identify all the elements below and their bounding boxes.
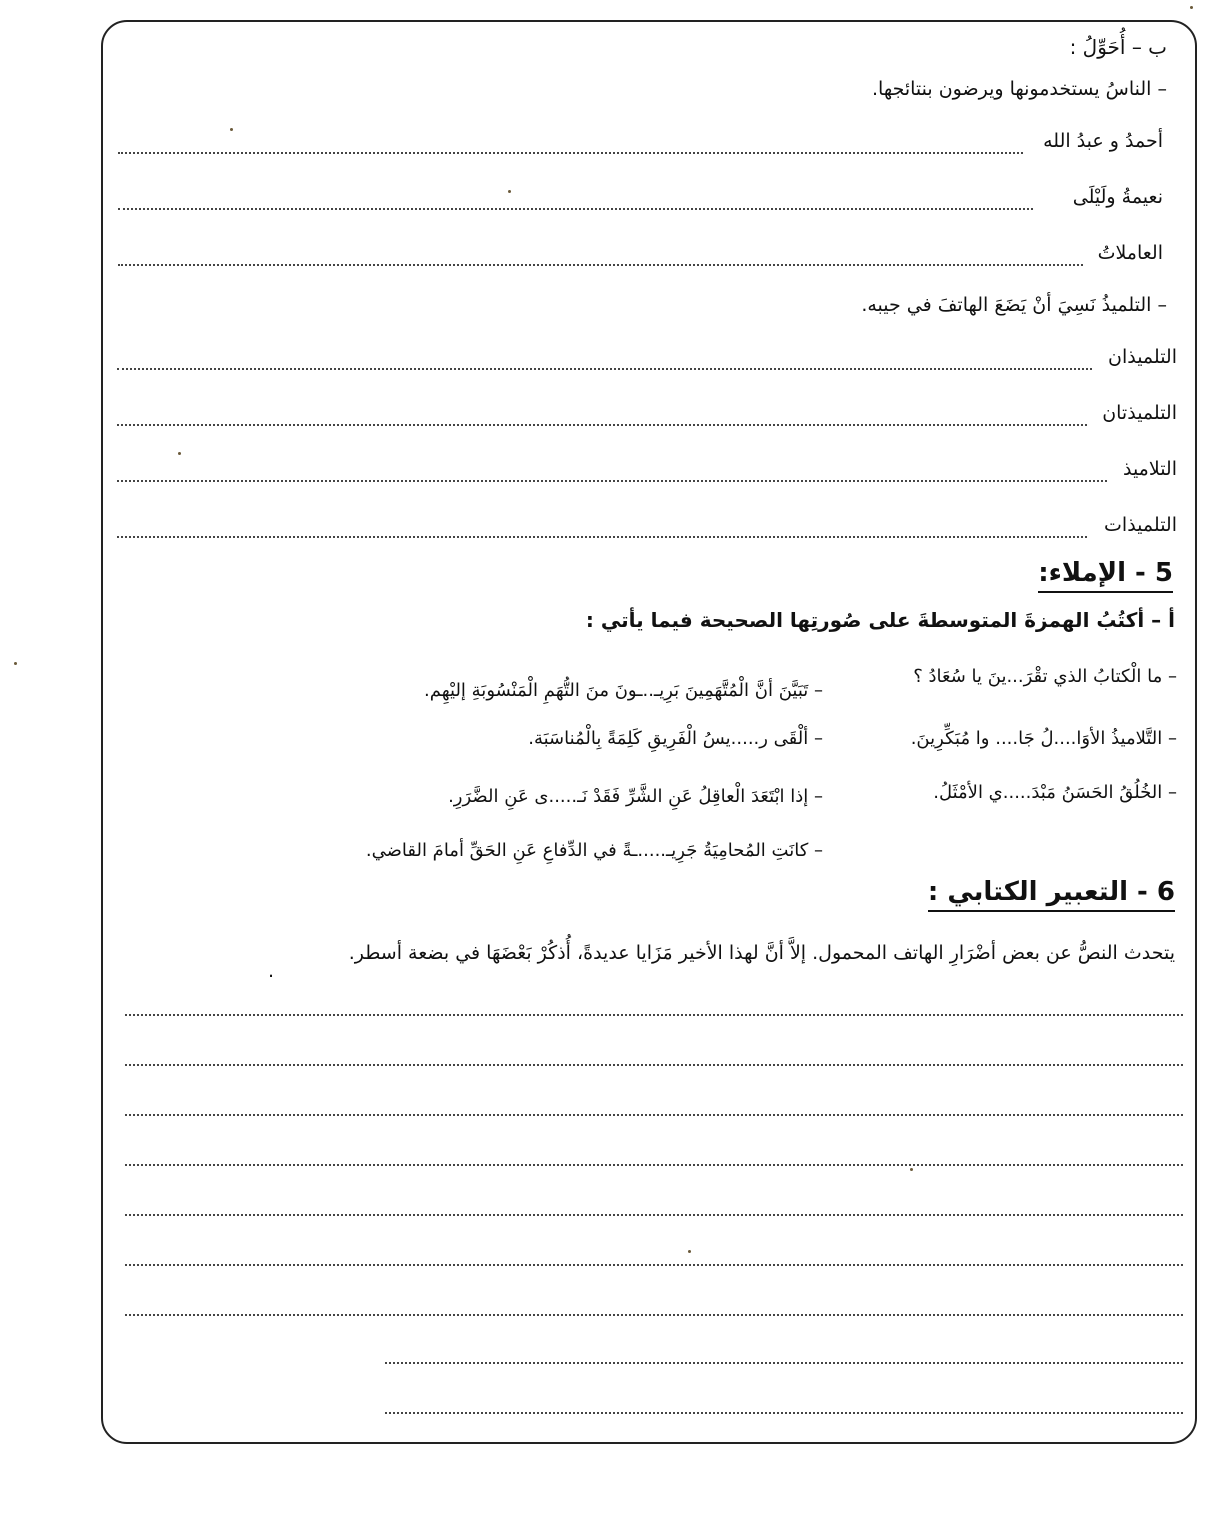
- fill-label: التلاميذ: [1122, 458, 1177, 480]
- section-5-instruction: أ – أكتُبُ الهمزةَ المتوسطةَ على صُورتِها الصحيحة فيما يأتي :: [585, 608, 1175, 632]
- writing-line[interactable]: [385, 1362, 1183, 1364]
- exercise-item: – التَّلاميذُ الأوَا....لُ جَا.... وا مُبَكِّرِينَ.: [910, 728, 1177, 749]
- fill-row: [118, 184, 1163, 214]
- sentence-2: – التلميذُ نَسِيَ أنْ يَضَعَ الهاتفَ في جيبه.: [861, 294, 1167, 316]
- writing-line[interactable]: [125, 1164, 1183, 1166]
- answer-line[interactable]: [117, 536, 1087, 538]
- section-5-title: 5 - الإملاء:: [1038, 557, 1173, 593]
- answer-line[interactable]: [118, 152, 1023, 154]
- fill-row: [117, 456, 1177, 486]
- scan-speck: [178, 452, 181, 455]
- writing-line[interactable]: [385, 1412, 1183, 1414]
- exercise-item: – إذا ابْتَعَدَ الْعاقِلُ عَنِ الشَّرِّ فَقَدْ نَـ.....ى عَنِ الضَّرَرِ.: [448, 786, 823, 807]
- exercise-item: – ألْقَى ر.....يسُ الْفَرِيقِ كَلِمَةً بِالْمُناسَبَة.: [528, 728, 823, 749]
- writing-line[interactable]: [125, 1064, 1183, 1066]
- answer-line[interactable]: [118, 264, 1083, 266]
- answer-line[interactable]: [117, 368, 1092, 370]
- scan-speck: [688, 1250, 691, 1253]
- fill-label: نعيمةُ ولَيْلَى: [1072, 186, 1163, 208]
- writing-prompt: يتحدث النصُّ عن بعض أضْرَارِ الهاتف المحمول. إلاَّ أنَّ لهذا الأخير مَزَايا عديدةً، أُذكُرْ بَعْضَهَا في بضعة أسطر.: [348, 942, 1175, 964]
- answer-line[interactable]: [117, 424, 1087, 426]
- answer-line[interactable]: [117, 480, 1107, 482]
- fill-label: التلميذتان: [1102, 402, 1177, 424]
- writing-line[interactable]: [125, 1264, 1183, 1266]
- scan-speck: [910, 1168, 913, 1171]
- fill-row: [117, 512, 1177, 542]
- fill-row: [117, 400, 1177, 430]
- scan-speck: [14, 662, 17, 665]
- scan-speck: [230, 128, 233, 131]
- exercise-item: – تَبَيَّنَ أنَّ الْمُتَّهَمِينَ بَرِيـ..ـونَ منَ التُّهَمِ الْمَنْسُوبَةِ إليْهِم.: [424, 680, 823, 701]
- writing-line[interactable]: [125, 1314, 1183, 1316]
- fill-label: التلميذات: [1104, 514, 1177, 536]
- scan-speck: [508, 190, 511, 193]
- fill-row: [118, 240, 1163, 270]
- exercise-item: – كانَتِ المُحامِيَةُ جَرِيـ.....ـةً في الدِّفاعِ عَنِ الحَقِّ أمامَ القاضي.: [365, 840, 823, 861]
- fill-row: [118, 128, 1163, 158]
- fill-row: [117, 344, 1177, 374]
- fill-label: أحمدُ و عبدُ الله: [1043, 130, 1163, 152]
- section-6-title: 6 - التعبير الكتابي :: [928, 876, 1175, 912]
- exercise-item: – الخُلُقُ الحَسَنُ مَبْدَ.....ي الأمْثَلُ.: [933, 782, 1177, 803]
- writing-prompt-end: .: [268, 960, 275, 982]
- writing-line[interactable]: [125, 1014, 1183, 1016]
- answer-line[interactable]: [118, 208, 1033, 210]
- fill-label: العاملاتُ: [1097, 242, 1163, 264]
- writing-line[interactable]: [125, 1114, 1183, 1116]
- exercise-item: – ما الْكتابُ الذي تقْرَ...ينَ يا سُعَادُ ؟: [913, 666, 1177, 687]
- section-b-heading: ب – أُحَوِّلُ :: [1069, 35, 1167, 59]
- scan-speck: [1190, 6, 1193, 9]
- fill-label: التلميذان: [1107, 346, 1177, 368]
- sentence-1: – الناسُ يستخدمونها ويرضون بنتائجها.: [871, 78, 1167, 100]
- writing-line[interactable]: [125, 1214, 1183, 1216]
